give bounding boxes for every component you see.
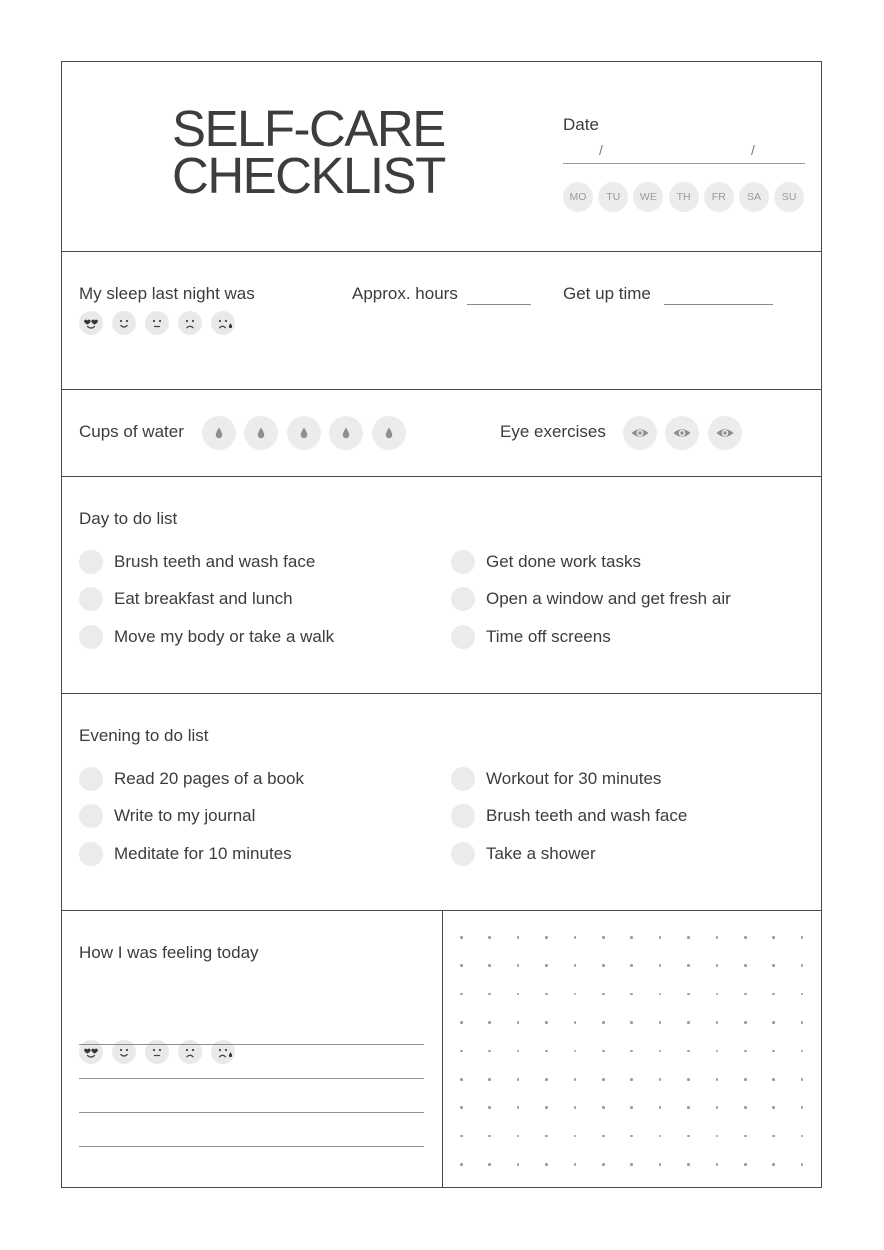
grid-dot — [687, 993, 690, 996]
grid-dot — [801, 1078, 804, 1081]
grid-dot — [488, 993, 491, 996]
evening-list-right-item-1: Workout for 30 minutes — [486, 769, 662, 788]
grid-dot — [772, 1163, 775, 1166]
grid-dot — [687, 1050, 690, 1053]
getup-input[interactable] — [664, 304, 773, 305]
grid-dot — [630, 964, 633, 967]
day-list-right-checkbox-3[interactable] — [451, 625, 475, 649]
eye-label: Eye exercises — [500, 422, 606, 441]
grid-dot — [630, 1163, 633, 1166]
sleep-section — [62, 252, 821, 390]
grid-dot — [772, 1135, 775, 1138]
grid-dot — [545, 936, 548, 939]
notes-line-4[interactable] — [79, 1146, 424, 1147]
grid-dot — [687, 936, 690, 939]
grid-dot — [545, 1135, 548, 1138]
water-label: Cups of water — [79, 422, 184, 441]
grid-dot — [517, 1106, 520, 1109]
grid-dot — [659, 936, 662, 939]
day-list-left-checkbox-2[interactable] — [79, 587, 103, 611]
grid-dot — [659, 1163, 662, 1166]
grid-dot — [517, 993, 520, 996]
day-we-toggle[interactable]: WE — [633, 182, 663, 212]
grid-dot — [744, 1021, 747, 1024]
evening-list-right-item-3: Take a shower — [486, 844, 596, 863]
grid-dot — [488, 1106, 491, 1109]
grid-dot — [488, 936, 491, 939]
page-title — [172, 100, 445, 204]
grid-dot — [517, 1078, 520, 1081]
grid-dot — [716, 1135, 719, 1138]
grid-dot — [687, 1078, 690, 1081]
grid-dot — [574, 1106, 577, 1109]
grid-dot — [602, 1163, 605, 1166]
evening-list-left-checkbox-3[interactable] — [79, 842, 103, 866]
grid-dot — [602, 1021, 605, 1024]
grid-dot — [517, 936, 520, 939]
grid-dot — [687, 1163, 690, 1166]
grid-dot — [630, 1135, 633, 1138]
grid-dot — [716, 964, 719, 967]
evening-list-left-item-2: Write to my journal — [114, 806, 256, 825]
hours-input[interactable] — [467, 304, 531, 305]
evening-list-right-item-2: Brush teeth and wash face — [486, 806, 688, 825]
grid-dot — [488, 1078, 491, 1081]
grid-dot — [744, 1078, 747, 1081]
heart-eyes-icon[interactable] — [79, 311, 103, 335]
day-list-right-item-1: Get done work tasks — [486, 552, 641, 571]
evening-list-right-checkbox-3[interactable] — [451, 842, 475, 866]
grid-dot — [602, 1106, 605, 1109]
grid-dot — [772, 1078, 775, 1081]
grid-dot — [488, 1050, 491, 1053]
evening-list-right-checkbox-1[interactable] — [451, 767, 475, 791]
day-list-left-item-2: Eat breakfast and lunch — [114, 589, 293, 608]
grid-dot — [716, 1021, 719, 1024]
evening-list-title: Evening to do list — [79, 726, 209, 745]
evening-list-section — [62, 694, 821, 911]
grid-dot — [574, 1135, 577, 1138]
grid-dot — [460, 1106, 463, 1109]
grid-dot — [602, 993, 605, 996]
day-list-right-checkbox-2[interactable] — [451, 587, 475, 611]
day-list-right-item-2: Open a window and get fresh air — [486, 589, 731, 608]
day-su-toggle[interactable]: SU — [774, 182, 804, 212]
grid-dot — [744, 964, 747, 967]
grid-dot — [460, 1135, 463, 1138]
grid-dot — [744, 1163, 747, 1166]
grid-dot — [801, 936, 804, 939]
grid-dot — [602, 1078, 605, 1081]
grid-dot — [716, 1050, 719, 1053]
grid-dot — [517, 964, 520, 967]
eye-icon[interactable] — [623, 416, 657, 450]
grid-dot — [772, 1050, 775, 1053]
grid-dot — [488, 1163, 491, 1166]
grid-dot — [574, 1078, 577, 1081]
eye-icon[interactable] — [665, 416, 699, 450]
day-list-left-checkbox-3[interactable] — [79, 625, 103, 649]
day-list-title: Day to do list — [79, 509, 178, 528]
evening-list-left-item-1: Read 20 pages of a book — [114, 769, 304, 788]
grid-dot — [744, 1135, 747, 1138]
day-list-left-item-3: Move my body or take a walk — [114, 627, 335, 646]
grid-dot — [602, 964, 605, 967]
grid-dot — [716, 936, 719, 939]
water-drop-icon[interactable] — [202, 416, 236, 450]
grid-dot — [460, 936, 463, 939]
grid-dot — [517, 1021, 520, 1024]
grid-dot — [716, 993, 719, 996]
water-eyes-section — [62, 390, 821, 477]
grid-dot — [460, 1021, 463, 1024]
grid-dot — [488, 964, 491, 967]
grid-dot — [801, 1050, 804, 1053]
grid-dot — [744, 1050, 747, 1053]
grid-dot — [630, 1050, 633, 1053]
grid-dot — [545, 1106, 548, 1109]
getup-label: Get up time — [563, 284, 651, 303]
notes-line-1[interactable] — [79, 1044, 424, 1045]
grid-dot — [801, 1135, 804, 1138]
grid-dot — [659, 1021, 662, 1024]
grid-dot — [744, 1106, 747, 1109]
grid-dot — [488, 1021, 491, 1024]
grid-dot — [659, 993, 662, 996]
evening-list-left-checkbox-1[interactable] — [79, 767, 103, 791]
evening-list-left-item-3: Meditate for 10 minutes — [114, 844, 292, 863]
grid-dot — [545, 1021, 548, 1024]
checklist-sheet — [61, 61, 822, 1188]
day-list-left-checkbox-1[interactable] — [79, 550, 103, 574]
grid-dot — [801, 1106, 804, 1109]
grid-dot — [460, 1078, 463, 1081]
grid-dot — [630, 936, 633, 939]
grid-dot — [801, 1021, 804, 1024]
day-mo-toggle[interactable]: MO — [563, 182, 593, 212]
grid-dot — [687, 1135, 690, 1138]
grid-dot — [574, 1163, 577, 1166]
grid-dot — [545, 993, 548, 996]
grid-dot — [772, 964, 775, 967]
evening-list-right-checkbox-2[interactable] — [451, 804, 475, 828]
neutral-icon[interactable] — [145, 311, 169, 335]
grid-dot — [772, 993, 775, 996]
day-list-section — [62, 477, 821, 694]
evening-list-left-checkbox-2[interactable] — [79, 804, 103, 828]
grid-dot — [744, 936, 747, 939]
smile-icon[interactable] — [112, 311, 136, 335]
grid-dot — [488, 1135, 491, 1138]
grid-dot — [517, 1050, 520, 1053]
date-label: Date — [563, 115, 599, 134]
sleep-label: My sleep last night was — [79, 284, 255, 303]
section-divider — [442, 911, 443, 1187]
grid-dot — [517, 1163, 520, 1166]
grid-dot — [602, 1050, 605, 1053]
grid-dot — [687, 1021, 690, 1024]
water-drop-icon[interactable] — [372, 416, 406, 450]
grid-dot — [659, 1135, 662, 1138]
grid-dot — [545, 964, 548, 967]
grid-dot — [545, 1050, 548, 1053]
grid-dot — [545, 1078, 548, 1081]
notes-line-2[interactable] — [79, 1078, 424, 1079]
grid-dot — [801, 993, 804, 996]
grid-dot — [574, 1021, 577, 1024]
grid-dot — [460, 1050, 463, 1053]
grid-dot — [659, 1106, 662, 1109]
grid-dot — [687, 1106, 690, 1109]
day-sa-toggle[interactable]: SA — [739, 182, 769, 212]
sad-tear-icon[interactable] — [211, 311, 235, 335]
date-slash-1: / — [599, 142, 603, 158]
grid-dot — [659, 964, 662, 967]
grid-dot — [772, 1021, 775, 1024]
water-drop-icon[interactable] — [244, 416, 278, 450]
grid-dot — [630, 1021, 633, 1024]
grid-dot — [801, 1163, 804, 1166]
eye-icon[interactable] — [708, 416, 742, 450]
grid-dot — [772, 936, 775, 939]
frown-icon[interactable] — [178, 311, 202, 335]
grid-dot — [630, 1106, 633, 1109]
grid-dot — [517, 1135, 520, 1138]
grid-dot — [744, 993, 747, 996]
grid-dot — [574, 1050, 577, 1053]
grid-dot — [801, 964, 804, 967]
grid-dot — [545, 1163, 548, 1166]
water-drop-icon[interactable] — [329, 416, 363, 450]
grid-dot — [460, 964, 463, 967]
date-slash-2: / — [751, 142, 755, 158]
day-th-toggle[interactable]: TH — [669, 182, 699, 212]
grid-dot — [716, 1106, 719, 1109]
grid-dot — [460, 1163, 463, 1166]
title-line-1: SELF-CARE — [172, 100, 445, 157]
day-list-right-checkbox-1[interactable] — [451, 550, 475, 574]
grid-dot — [659, 1050, 662, 1053]
feeling-label: How I was feeling today — [79, 943, 259, 962]
grid-dot — [574, 964, 577, 967]
grid-dot — [574, 993, 577, 996]
notes-line-3[interactable] — [79, 1112, 424, 1113]
title-line-2: CHECKLIST — [172, 147, 445, 204]
grid-dot — [772, 1106, 775, 1109]
grid-dot — [659, 1078, 662, 1081]
grid-dot — [574, 936, 577, 939]
day-tu-toggle[interactable]: TU — [598, 182, 628, 212]
grid-dot — [687, 964, 690, 967]
feeling-section — [62, 911, 821, 1187]
grid-dot — [716, 1078, 719, 1081]
water-drop-icon[interactable] — [287, 416, 321, 450]
day-list-right-item-3: Time off screens — [486, 627, 611, 646]
date-field[interactable] — [563, 163, 805, 164]
header-section — [62, 62, 821, 252]
grid-dot — [602, 1135, 605, 1138]
grid-dot — [630, 1078, 633, 1081]
grid-dot — [716, 1163, 719, 1166]
grid-dot — [602, 936, 605, 939]
day-fr-toggle[interactable]: FR — [704, 182, 734, 212]
grid-dot — [460, 993, 463, 996]
grid-dot — [630, 993, 633, 996]
day-list-left-item-1: Brush teeth and wash face — [114, 552, 316, 571]
hours-label: Approx. hours — [352, 284, 458, 303]
